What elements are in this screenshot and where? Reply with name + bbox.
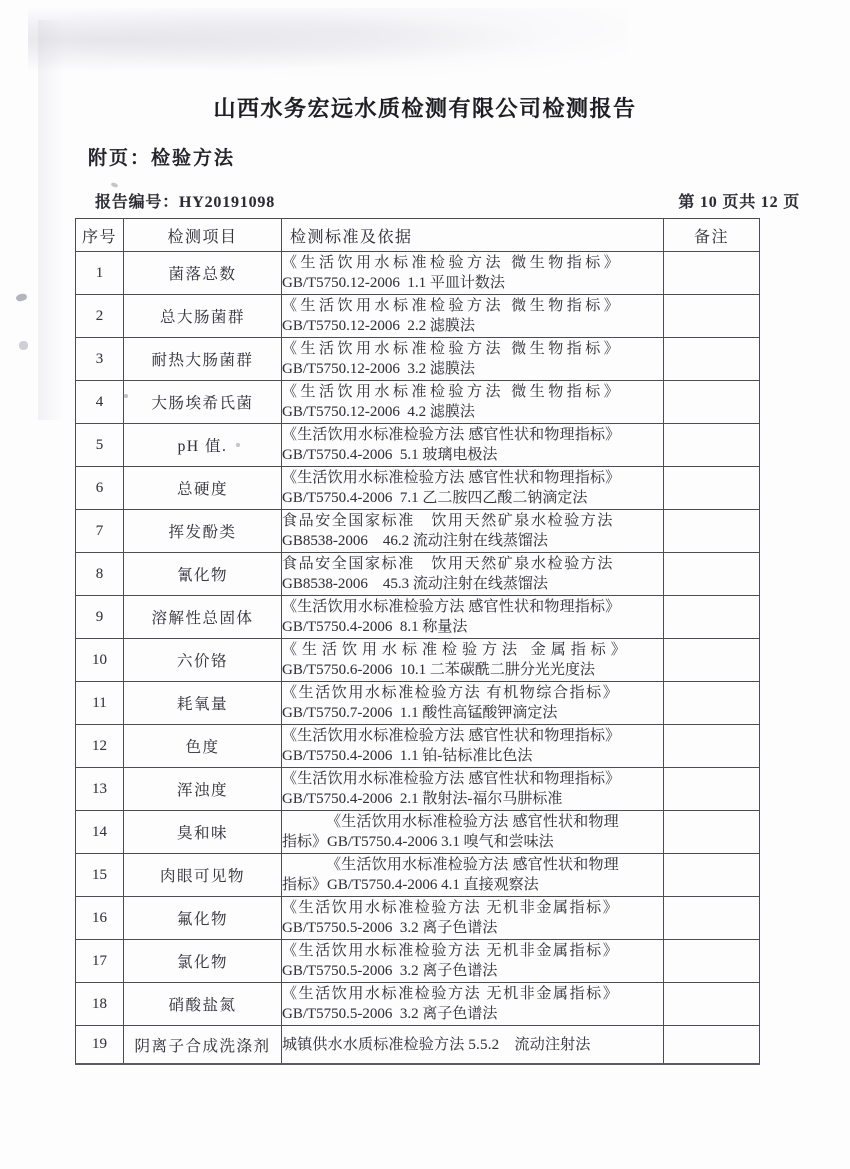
note-cell bbox=[664, 725, 760, 768]
table-row bbox=[76, 682, 760, 725]
test-item-cell: 挥发酚类 bbox=[124, 510, 282, 553]
standard-line-1: 《生活饮用水标准检验方法 感官性状和物理指标》 bbox=[282, 771, 621, 787]
row-number-cell: 5 bbox=[76, 424, 124, 467]
test-item-cell: 大肠埃希氏菌 bbox=[124, 381, 282, 424]
standard-line-1: 《生活饮用水标准检验方法 感官性状和物理指标》 bbox=[282, 728, 621, 744]
report-number-value: HY20191098 bbox=[179, 194, 276, 211]
note-cell bbox=[664, 682, 760, 725]
standard-cell bbox=[282, 639, 664, 682]
test-item-cell: 耐热大肠菌群 bbox=[124, 338, 282, 381]
table-row bbox=[76, 639, 760, 682]
page-indicator: 第 10 页共 12 页 bbox=[678, 194, 800, 211]
standard-line-1: 《生活饮用水标准检验方法 微生物指标》 bbox=[282, 341, 623, 357]
note-cell bbox=[664, 424, 760, 467]
table-row bbox=[76, 897, 760, 940]
note-cell bbox=[664, 940, 760, 983]
table-row bbox=[76, 252, 760, 295]
standard-cell bbox=[282, 553, 664, 596]
row-number-cell: 1 bbox=[76, 252, 124, 295]
standard-line-2: GB/T5750.4-2006 2.1 散射法-福尔马肼标准 bbox=[282, 791, 563, 807]
test-item-cell: 浑浊度 bbox=[124, 768, 282, 811]
row-number-cell: 7 bbox=[76, 510, 124, 553]
standard-cell bbox=[282, 1026, 664, 1065]
standard-line-1: 食品安全国家标准 饮用天然矿泉水检验方法 bbox=[282, 556, 615, 572]
standard-line-2: GB/T5750.5-2006 3.2 离子色谱法 bbox=[282, 963, 498, 979]
standard-line-2: GB/T5750.12-2006 1.1 平皿计数法 bbox=[282, 275, 505, 291]
standard-line-1: 《生活饮用水标准检验方法 微生物指标》 bbox=[282, 255, 623, 271]
row-number-cell: 16 bbox=[76, 897, 124, 940]
note-cell bbox=[664, 510, 760, 553]
table-row bbox=[76, 510, 760, 553]
test-item-cell: 溶解性总固体 bbox=[124, 596, 282, 639]
note-cell bbox=[664, 768, 760, 811]
standard-cell bbox=[282, 252, 664, 295]
methods-table bbox=[75, 218, 760, 1065]
standard-line-2: GB/T5750.12-2006 4.2 滤膜法 bbox=[282, 404, 475, 420]
standard-cell bbox=[282, 510, 664, 553]
standard-line-1: 《生活饮用水标准检验方法 感官性状和物理指标》 bbox=[282, 470, 621, 486]
test-item-cell: 氯化物 bbox=[124, 940, 282, 983]
row-number-cell: 13 bbox=[76, 768, 124, 811]
standard-line-1: 《生活饮用水标准检验方法 无机非金属指标》 bbox=[282, 943, 620, 959]
standard-line-1: 《生活饮用水标准检验方法 金属指标》 bbox=[282, 642, 631, 658]
standard-line-2: GB/T5750.6-2006 10.1 二苯碳酰二肼分光光度法 bbox=[282, 662, 595, 678]
test-item-cell: 总大肠菌群 bbox=[124, 295, 282, 338]
note-cell bbox=[664, 467, 760, 510]
table-row bbox=[76, 983, 760, 1026]
row-number-cell: 10 bbox=[76, 639, 124, 682]
note-cell bbox=[664, 295, 760, 338]
standard-line-1: 《生活饮用水标准检验方法 微生物指标》 bbox=[282, 384, 623, 400]
standard-cell bbox=[282, 768, 664, 811]
table-row bbox=[76, 553, 760, 596]
standard-line-2: GB/T5750.12-2006 3.2 滤膜法 bbox=[282, 361, 475, 377]
standard-line-2: GB8538-2006 45.3 流动注射在线蒸馏法 bbox=[282, 576, 548, 592]
note-cell bbox=[664, 381, 760, 424]
standard-line-1: 《生活饮用水标准检验方法 感官性状和物理 bbox=[326, 857, 619, 873]
note-cell bbox=[664, 983, 760, 1026]
standard-cell bbox=[282, 854, 664, 897]
table-row bbox=[76, 338, 760, 381]
standard-line-2: 指标》GB/T5750.4-2006 4.1 直接观察法 bbox=[282, 877, 539, 893]
test-item-cell: 六价铬 bbox=[124, 639, 282, 682]
row-number-cell: 14 bbox=[76, 811, 124, 854]
standard-cell bbox=[282, 338, 664, 381]
note-cell bbox=[664, 1026, 760, 1065]
standard-line-2: GB/T5750.4-2006 5.1 玻璃电极法 bbox=[282, 447, 498, 463]
standard-line-2: GB/T5750.5-2006 3.2 离子色谱法 bbox=[282, 1006, 498, 1022]
standard-line-1: 《生活饮用水标准检验方法 有机物综合指标》 bbox=[282, 685, 620, 701]
row-number-cell: 17 bbox=[76, 940, 124, 983]
row-number-cell: 8 bbox=[76, 553, 124, 596]
table-row bbox=[76, 424, 760, 467]
standard-line-2: GB/T5750.7-2006 1.1 酸性高锰酸钾滴定法 bbox=[282, 705, 558, 721]
note-cell bbox=[664, 553, 760, 596]
test-item-cell: 菌落总数 bbox=[124, 252, 282, 295]
standard-line-2: GB/T5750.4-2006 1.1 铂-钴标准比色法 bbox=[282, 748, 533, 764]
table-row bbox=[76, 725, 760, 768]
row-number-cell: 19 bbox=[76, 1026, 124, 1065]
standard-line-1: 《生活饮用水标准检验方法 感官性状和物理指标》 bbox=[282, 599, 621, 615]
note-cell bbox=[664, 252, 760, 295]
test-item-cell: 氟化物 bbox=[124, 897, 282, 940]
table-row bbox=[76, 596, 760, 639]
standard-line-2: GB/T5750.4-2006 7.1 乙二胺四乙酸二钠滴定法 bbox=[282, 490, 588, 506]
scan-speck bbox=[15, 293, 27, 302]
standard-cell bbox=[282, 897, 664, 940]
standard-line-2: GB/T5750.12-2006 2.2 滤膜法 bbox=[282, 318, 475, 334]
table-header-row bbox=[76, 219, 760, 252]
standard-cell bbox=[282, 295, 664, 338]
standard-cell bbox=[282, 940, 664, 983]
row-number-cell: 15 bbox=[76, 854, 124, 897]
row-number-cell: 12 bbox=[76, 725, 124, 768]
meta-row bbox=[95, 189, 800, 212]
standard-line-2: 指标》GB/T5750.4-2006 3.1 嗅气和尝味法 bbox=[282, 834, 554, 850]
standard-cell bbox=[282, 983, 664, 1026]
table-row bbox=[76, 768, 760, 811]
row-number-cell: 6 bbox=[76, 467, 124, 510]
note-cell bbox=[664, 811, 760, 854]
standard-cell bbox=[282, 811, 664, 854]
note-cell bbox=[664, 854, 760, 897]
row-number-cell: 2 bbox=[76, 295, 124, 338]
row-number-cell: 9 bbox=[76, 596, 124, 639]
table-row bbox=[76, 381, 760, 424]
column-header-note: 备注 bbox=[664, 219, 760, 252]
standard-line-1: 城镇供水水质标准检验方法 5.5.2 流动注射法 bbox=[282, 1036, 591, 1053]
table-row bbox=[76, 811, 760, 854]
scan-smudge bbox=[28, 8, 628, 78]
standard-line-2: GB8538-2006 46.2 流动注射在线蒸馏法 bbox=[282, 533, 548, 549]
scan-speck bbox=[111, 182, 119, 188]
standard-line-1: 食品安全国家标准 饮用天然矿泉水检验方法 bbox=[282, 513, 615, 529]
standard-cell bbox=[282, 381, 664, 424]
test-item-cell: 阴离子合成洗涤剂 bbox=[124, 1026, 282, 1065]
report-number bbox=[95, 189, 275, 212]
test-item-cell: 总硬度 bbox=[124, 467, 282, 510]
standard-line-1: 《生活饮用水标准检验方法 无机非金属指标》 bbox=[282, 986, 620, 1002]
report-number-label: 报告编号： bbox=[95, 194, 180, 211]
scan-edge-band bbox=[38, 20, 64, 420]
standard-line-1: 《生活饮用水标准检验方法 感官性状和物理 bbox=[326, 814, 619, 830]
column-header-no: 序号 bbox=[76, 219, 124, 252]
test-item-cell: 臭和味 bbox=[124, 811, 282, 854]
note-cell bbox=[664, 897, 760, 940]
standard-line-2: GB/T5750.5-2006 3.2 离子色谱法 bbox=[282, 920, 498, 936]
note-cell bbox=[664, 639, 760, 682]
test-item-cell: pH 值. bbox=[124, 424, 282, 467]
standard-line-1: 《生活饮用水标准检验方法 无机非金属指标》 bbox=[282, 900, 620, 916]
note-cell bbox=[664, 596, 760, 639]
standard-cell bbox=[282, 596, 664, 639]
standard-line-1: 《生活饮用水标准检验方法 微生物指标》 bbox=[282, 298, 623, 314]
row-number-cell: 3 bbox=[76, 338, 124, 381]
test-item-cell: 色度 bbox=[124, 725, 282, 768]
page-title: 山西水务宏远水质检测有限公司检测报告 bbox=[213, 96, 637, 121]
appendix-heading: 附页：检验方法 bbox=[88, 148, 236, 169]
standard-cell bbox=[282, 725, 664, 768]
note-cell bbox=[664, 338, 760, 381]
table-row bbox=[76, 940, 760, 983]
test-item-cell: 肉眼可见物 bbox=[124, 854, 282, 897]
column-header-standard: 检测标准及依据 bbox=[282, 219, 664, 252]
row-number-cell: 4 bbox=[76, 381, 124, 424]
standard-cell bbox=[282, 424, 664, 467]
table-row bbox=[76, 854, 760, 897]
test-item-cell: 耗氧量 bbox=[124, 682, 282, 725]
standard-cell bbox=[282, 467, 664, 510]
table-row bbox=[76, 295, 760, 338]
standard-line-1: 《生活饮用水标准检验方法 感官性状和物理指标》 bbox=[282, 427, 621, 443]
scan-speck bbox=[19, 341, 28, 350]
standard-cell bbox=[282, 682, 664, 725]
row-number-cell: 11 bbox=[76, 682, 124, 725]
test-item-cell: 氰化物 bbox=[124, 553, 282, 596]
row-number-cell: 18 bbox=[76, 983, 124, 1026]
table-row bbox=[76, 467, 760, 510]
table-row bbox=[76, 1026, 760, 1065]
test-item-cell: 硝酸盐氮 bbox=[124, 983, 282, 1026]
column-header-item: 检测项目 bbox=[124, 219, 282, 252]
standard-line-2: GB/T5750.4-2006 8.1 称量法 bbox=[282, 619, 468, 635]
